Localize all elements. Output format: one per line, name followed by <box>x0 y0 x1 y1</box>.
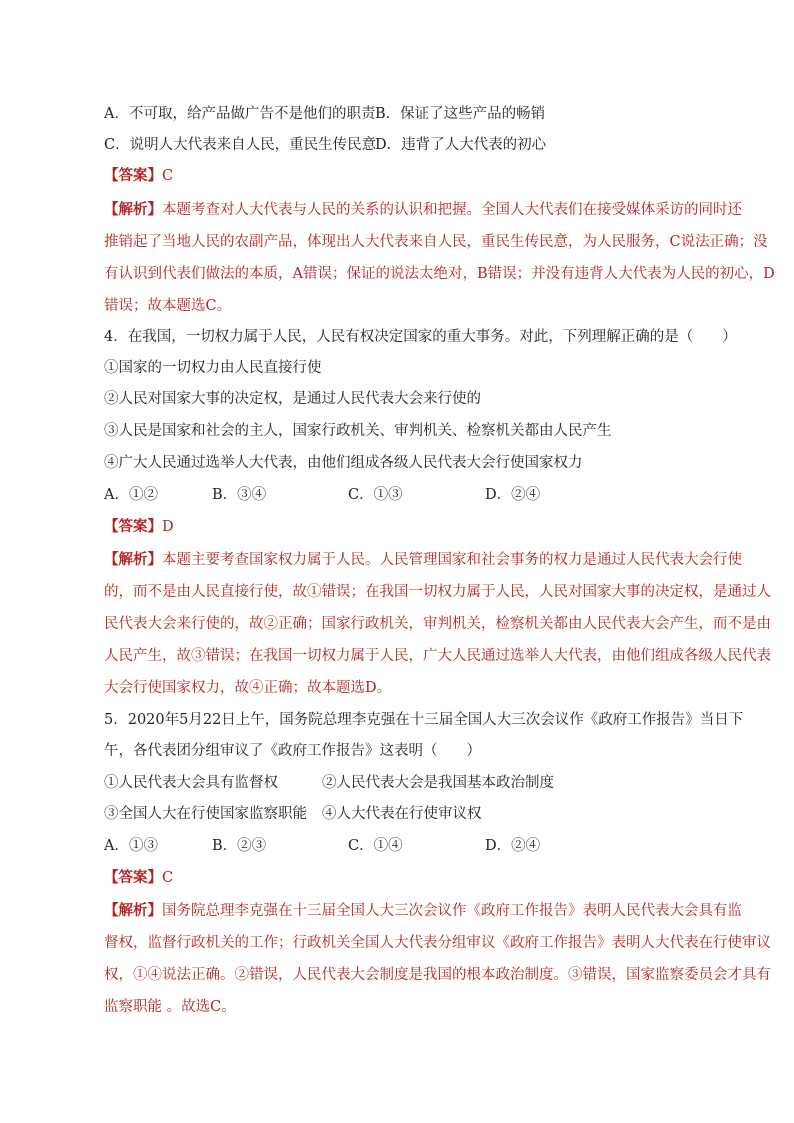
answer-tag: 【答案】 <box>104 869 162 886</box>
q4-analysis-line: 【解析】本题主要考查国家权力属于人民。人民管理国家和社会事务的权力是通过人民代表大会行使 <box>104 551 742 568</box>
q5-option-b: B．②③ <box>212 838 267 854</box>
q4-option-b: B．③④ <box>212 487 267 503</box>
q3-analysis-line: 推销起了当地人民的农副产品，体现出人大代表来自人民，重民生传民意，为人民服务，C说法正确；没 <box>104 234 768 250</box>
q4-analysis-line: 人民产生，故③错误；在我国一切权力属于人民，广大人民通过选举人大代表，由他们组成各级人民代表 <box>104 648 771 664</box>
q4-option-a: A．①② <box>104 487 158 503</box>
q5-option-d: D．②④ <box>485 838 541 854</box>
q5-statement: ③全国人大在行使国家监察职能 <box>104 806 307 822</box>
q5-analysis-line: 监察职能 。故选C。 <box>104 999 236 1015</box>
q3-analysis-line: 【解析】本题考查对人大代表与人民的关系的认识和把握。全国人大代表们在接受媒体采访的同时还 <box>104 201 742 218</box>
q4-option-d: D．②④ <box>485 487 541 503</box>
q5-statement: ②人民代表大会是我国基本政治制度 <box>322 775 554 791</box>
q5-option-a: A．①③ <box>104 838 158 854</box>
answer-value: C <box>162 168 174 184</box>
analysis-tag: 【解析】 <box>104 201 162 218</box>
q5-answer <box>104 868 173 888</box>
answer-value: C <box>162 870 174 886</box>
q4-analysis-line: 的，而不是由人民直接行使，故①错误；在我国一切权力属于人民，人民对国家大事的决定权，是通过人 <box>104 584 771 600</box>
answer-tag: 【答案】 <box>104 518 162 535</box>
analysis-tag: 【解析】 <box>104 551 162 568</box>
analysis-tag: 【解析】 <box>104 902 162 919</box>
q3-option-c: C．说明人大代表来自人民，重民生传民意 <box>104 137 377 153</box>
q3-answer <box>104 166 173 186</box>
q3-option-d: D．违背了人大代表的初心 <box>375 137 547 153</box>
q3-analysis-line: 有认识到代表们做法的本质，A错误；保证的说法太绝对，B错误；并没有违背人大代表为人民的初心，D <box>104 266 775 282</box>
q4-statement: ①国家的一切权力由人民直接行使 <box>104 360 322 376</box>
q4-analysis-line: 民代表大会来行使的，故②正确；国家行政机关，审判机关，检察机关都由人民代表大会产生，而不是由 <box>104 616 771 632</box>
q4-analysis-line: 大会行使国家权力，故④正确；故本题选D。 <box>104 680 392 696</box>
q4-stem: 4．在我国，一切权力属于人民，人民有权决定国家的重大事务。对此，下列理解正确的是（ ） <box>104 329 737 345</box>
q5-option-c: C．①④ <box>348 838 403 854</box>
q3-option-a: A．不可取，给产品做广告不是他们的职责 <box>104 106 376 122</box>
q5-analysis-line: 权，①④说法正确。②错误，人民代表大会制度是我国的根本政治制度。③错误，国家监察委员会才具有 <box>104 967 771 983</box>
q4-statement: ④广大人民通过选举人大代表，由他们组成各级人民代表大会行使国家权力 <box>104 455 583 471</box>
answer-value: D <box>162 519 174 535</box>
q5-stem: 5．2020年5月22日上午，国务院总理李克强在十三届全国人大三次会议作《政府工作报告》当日下 <box>104 712 744 728</box>
q5-analysis-line: 督权，监督行政机关的工作；行政机关全国人大代表分组审议《政府工作报告》表明人大代表在行使审议 <box>104 935 771 951</box>
q3-option-b: B．保证了这些产品的畅销 <box>375 106 546 122</box>
q3-analysis-line: 错误；故本题选C。 <box>104 298 232 314</box>
q5-stem: 午，各代表团分组审议了《政府工作报告》这表明（ ） <box>104 743 481 759</box>
q4-option-c: C．①③ <box>348 487 403 503</box>
q5-analysis-line: 【解析】国务院总理李克强在十三届全国人大三次会议作《政府工作报告》表明人民代表大会具有监 <box>104 902 742 919</box>
q5-statement: ④人大代表在行使审议权 <box>322 806 482 822</box>
q4-answer <box>104 517 174 537</box>
q4-statement: ③人民是国家和社会的主人，国家行政机关、审判机关、检察机关都由人民产生 <box>104 423 612 439</box>
q4-statement: ②人民对国家大事的决定权，是通过人民代表大会来行使的 <box>104 391 481 407</box>
answer-tag: 【答案】 <box>104 167 162 184</box>
q5-statement: ①人民代表大会具有监督权 <box>104 775 278 791</box>
